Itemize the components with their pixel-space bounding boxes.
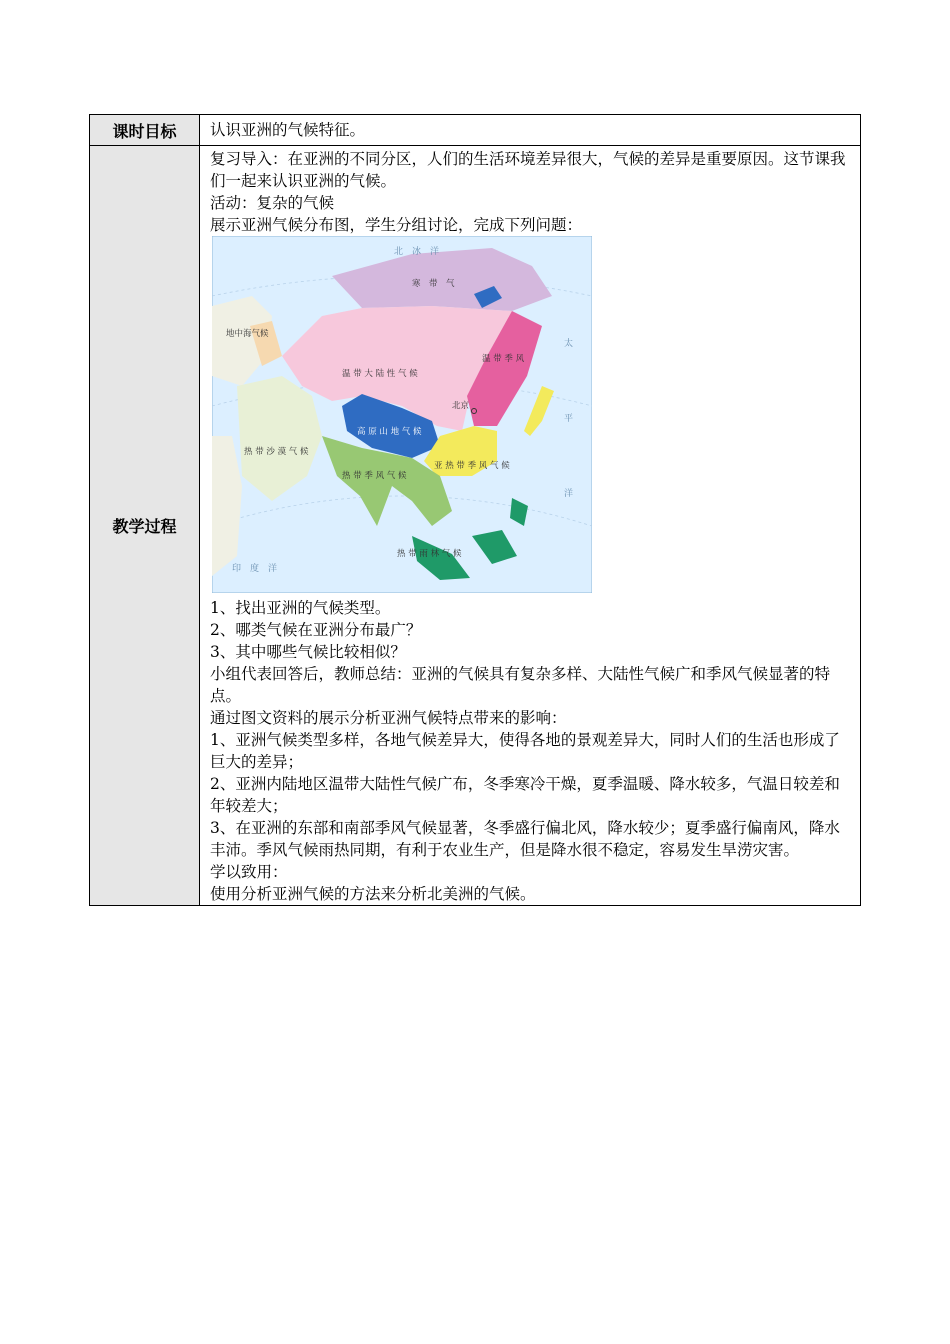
intro-paragraph: 复习导入：在亚洲的不同分区，人们的生活环境差异很大，气候的差异是重要原因。这节课我们一起来认识亚洲的气候。 xyxy=(210,150,846,190)
question-2: 2、哪类气候在亚洲分布最广？ xyxy=(210,621,422,639)
map-instruction: 展示亚洲气候分布图，学生分组讨论，完成下列问题： xyxy=(210,216,583,234)
question-1: 1、找出亚洲的气候类型。 xyxy=(210,599,391,617)
apply-text: 使用分析亚洲气候的方法来分析北美洲的气候。 xyxy=(210,885,536,903)
influence-intro: 通过图文资料的展示分析亚洲气候特点带来的影响： xyxy=(210,709,567,727)
summary-paragraph: 小组代表回答后，教师总结：亚洲的气候具有复杂多样、大陆性气候广和季风气候显著的特点。 xyxy=(210,665,831,705)
map-label-pacific-2: 平 xyxy=(564,414,574,424)
map-label-mediterranean: 地中海气候 xyxy=(226,329,269,339)
map-label-temperate-continental: 温 带 大 陆 性 气 候 xyxy=(342,369,418,379)
influence-3: 3、在亚洲的东部和南部季风气候显著，冬季盛行偏北风，降水较少；夏季盛行偏南风，降水丰沛。季风气候雨热同期，有利于农业生产，但是降水很不稳定，容易发生旱涝灾害。 xyxy=(210,819,840,859)
asia-climate-map xyxy=(212,236,592,593)
map-label-pacific-3: 洋 xyxy=(564,489,574,499)
map-label-beijing: 北京 xyxy=(452,401,470,411)
map-label-pacific-1: 太 xyxy=(564,339,574,349)
process-row xyxy=(90,146,861,906)
map-label-temperate-monsoon: 温 带 季 风 xyxy=(482,354,525,364)
map-label-tropical-monsoon: 热 带 季 风 气 候 xyxy=(342,471,407,481)
goal-text: 认识亚洲的气候特征。 xyxy=(200,115,861,146)
activity-title: 活动：复杂的气候 xyxy=(210,194,335,212)
map-label-subtropical-monsoon: 亚 热 带 季 风 气 候 xyxy=(434,461,510,471)
lesson-plan-table xyxy=(89,114,861,906)
question-3: 3、其中哪些气候比较相似？ xyxy=(210,643,406,661)
influence-2: 2、亚洲内陆地区温带大陆性气候广布，冬季寒冷干燥，夏季温暖、降水较多，气温日较差和年较差大； xyxy=(210,775,840,815)
goal-row xyxy=(90,115,861,146)
process-label: 教学过程 xyxy=(90,146,200,906)
map-label-plateau: 高 原 山 地 气 候 xyxy=(357,427,422,437)
influence-1: 1、亚洲气候类型多样，各地气候差异大，使得各地的景观差异大，同时人们的生活也形成了巨大的差异； xyxy=(210,731,840,771)
map-label-tropical-desert: 热 带 沙 漠 气 候 xyxy=(244,447,309,457)
apply-title: 学以致用： xyxy=(210,863,288,881)
process-content xyxy=(200,146,861,906)
map-label-north-ocean: 北 冰 洋 xyxy=(394,247,440,257)
asia-climate-map-svg xyxy=(212,236,592,593)
goal-label: 课时目标 xyxy=(90,115,200,146)
map-label-cold-zone: 寒 带 气 xyxy=(412,279,455,289)
map-label-indian-ocean: 印 度 洋 xyxy=(232,564,278,574)
map-label-rainforest: 热 带 雨 林 气 候 xyxy=(397,549,462,559)
